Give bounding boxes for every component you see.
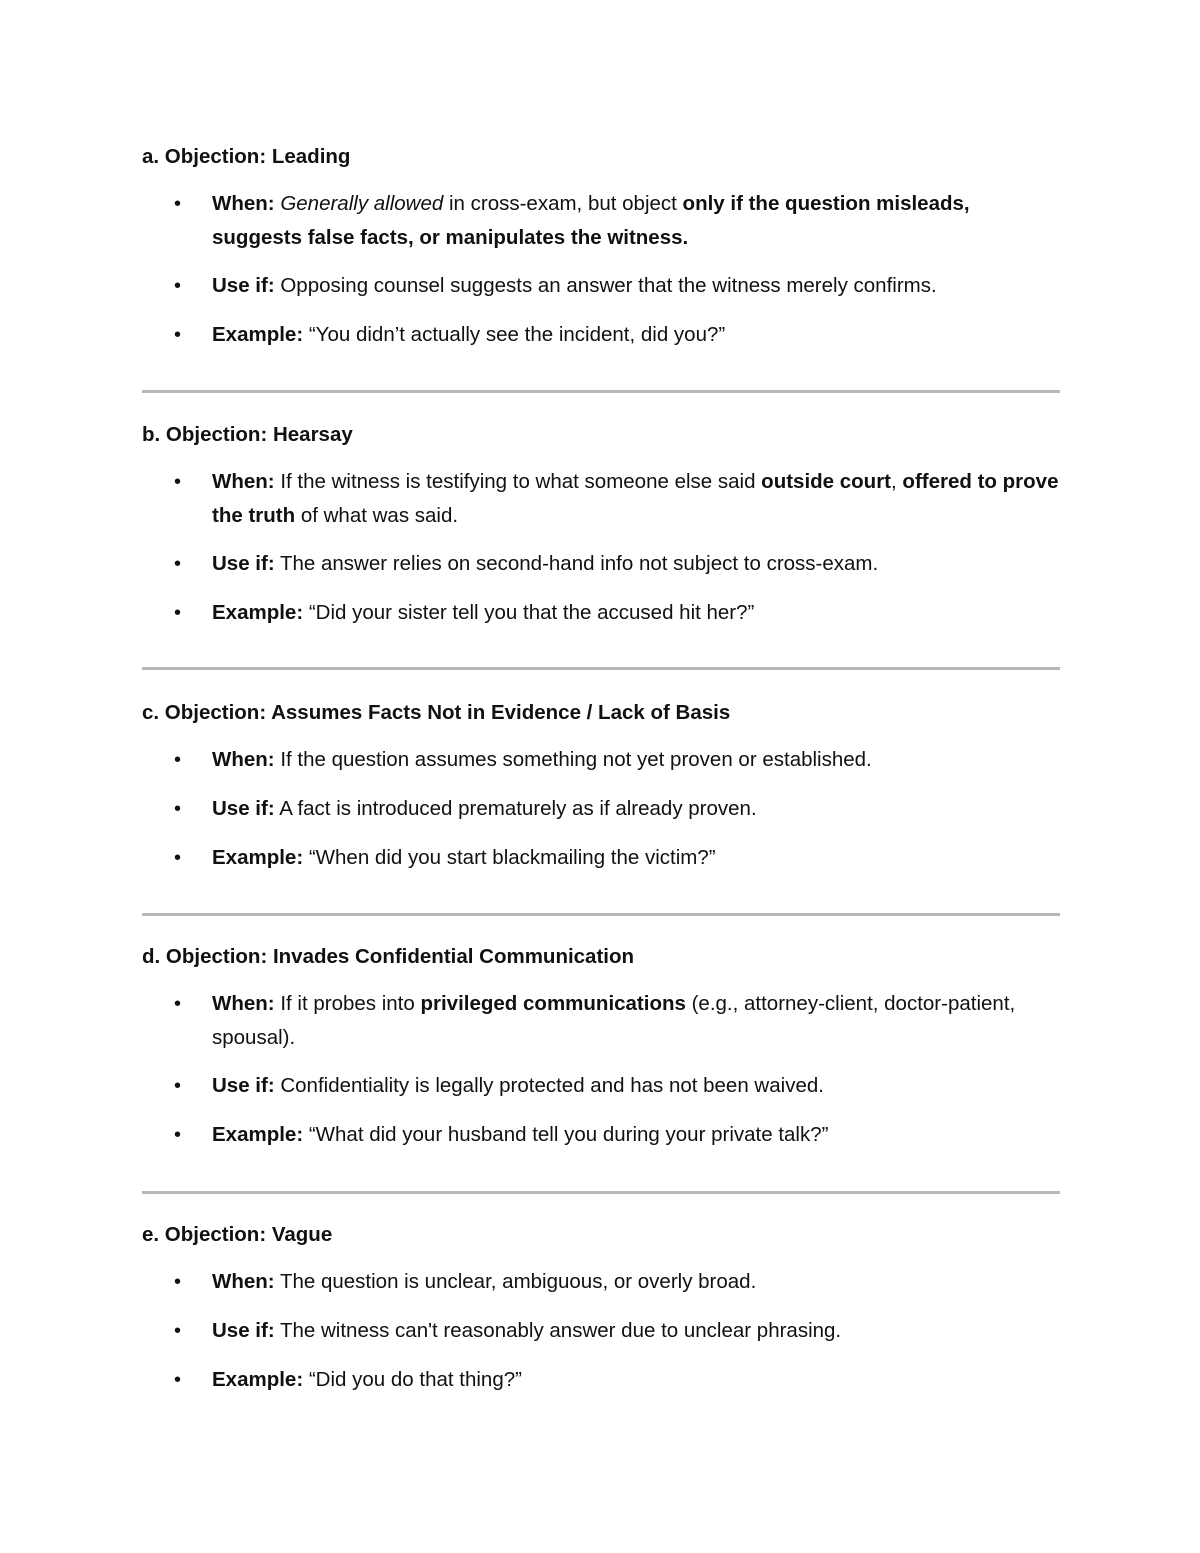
section-vague: [142, 1220, 1060, 1397]
bullet-icon: •: [174, 324, 182, 346]
item-text-bold: only if the question misleads, suggests false facts, or manipulates the witness.: [212, 192, 970, 249]
section-heading: c. Objection: Assumes Facts Not in Evidence / Lack of Basis: [142, 701, 731, 724]
item-label: Example:: [212, 323, 304, 346]
item-text-bold: offered to prove the truth: [212, 470, 1059, 527]
item-text: The question is unclear, ambiguous, or overly broad.: [274, 1270, 757, 1293]
item-label: Example:: [212, 846, 304, 869]
section-divider: [142, 390, 1060, 393]
item-text-italic: Generally allowed: [280, 192, 444, 215]
item-text: “Did your sister tell you that the accused hit her?”: [303, 601, 755, 624]
item-text: of what was said.: [295, 504, 459, 527]
item-label: Use if:: [212, 552, 275, 575]
bullet-icon: •: [174, 193, 182, 215]
bullet-icon: •: [174, 1271, 182, 1293]
item-label: Example:: [212, 1368, 304, 1391]
section-leading: [142, 142, 1060, 352]
item-text: Confidentiality is legally protected and has not been waived.: [274, 1074, 824, 1097]
section-divider: [142, 1191, 1060, 1194]
bullet-icon: •: [174, 749, 182, 771]
bullet-list: [142, 987, 1060, 1152]
section-confidential: [142, 942, 1060, 1152]
item-text: If the question assumes something not yet proven or established.: [274, 748, 872, 771]
bullet-icon: •: [174, 1124, 182, 1146]
list-item: [142, 987, 1060, 1055]
section-divider: [142, 913, 1060, 916]
item-text: A fact is introduced prematurely as if already proven.: [274, 797, 757, 820]
list-item: [142, 318, 1060, 352]
list-item: [142, 547, 1060, 581]
list-item: [142, 1265, 1060, 1299]
list-item: [142, 1069, 1060, 1103]
item-label: When:: [212, 1270, 275, 1293]
list-item: [142, 1314, 1060, 1348]
item-label: Use if:: [212, 274, 275, 297]
section-hearsay: [142, 420, 1060, 630]
list-item: [142, 269, 1060, 303]
item-label: Use if:: [212, 1074, 275, 1097]
list-item: [142, 792, 1060, 826]
bullet-list: [142, 187, 1060, 352]
item-label: When:: [212, 992, 275, 1015]
bullet-icon: •: [174, 798, 182, 820]
list-item: [142, 841, 1060, 875]
item-text: “When did you start blackmailing the victim?”: [303, 846, 716, 869]
item-text: in cross-exam, but object: [443, 192, 683, 215]
list-item: [142, 1363, 1060, 1397]
bullet-list: [142, 743, 1060, 875]
section-heading: b. Objection: Hearsay: [142, 423, 353, 446]
item-text-bold: outside court: [761, 470, 892, 493]
item-label: When:: [212, 748, 275, 771]
list-item: [142, 465, 1060, 533]
section-divider: [142, 667, 1060, 670]
item-text: “What did your husband tell you during your private talk?”: [303, 1123, 829, 1146]
list-item: [142, 1118, 1060, 1152]
list-item: [142, 743, 1060, 777]
bullet-list: [142, 465, 1060, 630]
section-heading: d. Objection: Invades Confidential Communication: [142, 945, 635, 968]
item-text-bold: privileged communications: [420, 992, 686, 1015]
item-text: “You didn’t actually see the incident, did you?”: [303, 323, 726, 346]
bullet-icon: •: [174, 602, 182, 624]
item-text: The witness can't reasonably answer due to unclear phrasing.: [274, 1319, 842, 1342]
list-item: [142, 187, 1060, 255]
bullet-icon: •: [174, 847, 182, 869]
bullet-icon: •: [174, 1369, 182, 1391]
bullet-icon: •: [174, 471, 182, 493]
item-text: The answer relies on second-hand info not subject to cross-exam.: [274, 552, 879, 575]
item-label: When:: [212, 470, 275, 493]
item-label: Use if:: [212, 797, 275, 820]
item-text: (e.g., attorney-client, doctor-patient, spousal).: [212, 992, 1016, 1049]
section-heading: a. Objection: Leading: [142, 145, 351, 168]
bullet-icon: •: [174, 553, 182, 575]
item-label: When:: [212, 192, 275, 215]
item-label: Use if:: [212, 1319, 275, 1342]
item-text: If the witness is testifying to what someone else said: [274, 470, 762, 493]
section-heading: e. Objection: Vague: [142, 1223, 333, 1246]
item-text: Opposing counsel suggests an answer that the witness merely confirms.: [274, 274, 937, 297]
item-label: Example:: [212, 1123, 304, 1146]
bullet-icon: •: [174, 1320, 182, 1342]
item-text: ,: [891, 470, 903, 493]
bullet-icon: •: [174, 993, 182, 1015]
bullet-list: [142, 1265, 1060, 1397]
item-text: If it probes into: [274, 992, 421, 1015]
item-label: Example:: [212, 601, 304, 624]
list-item: [142, 596, 1060, 630]
section-assumes-facts: [142, 698, 1060, 875]
bullet-icon: •: [174, 275, 182, 297]
bullet-icon: •: [174, 1075, 182, 1097]
item-text: “Did you do that thing?”: [303, 1368, 522, 1391]
